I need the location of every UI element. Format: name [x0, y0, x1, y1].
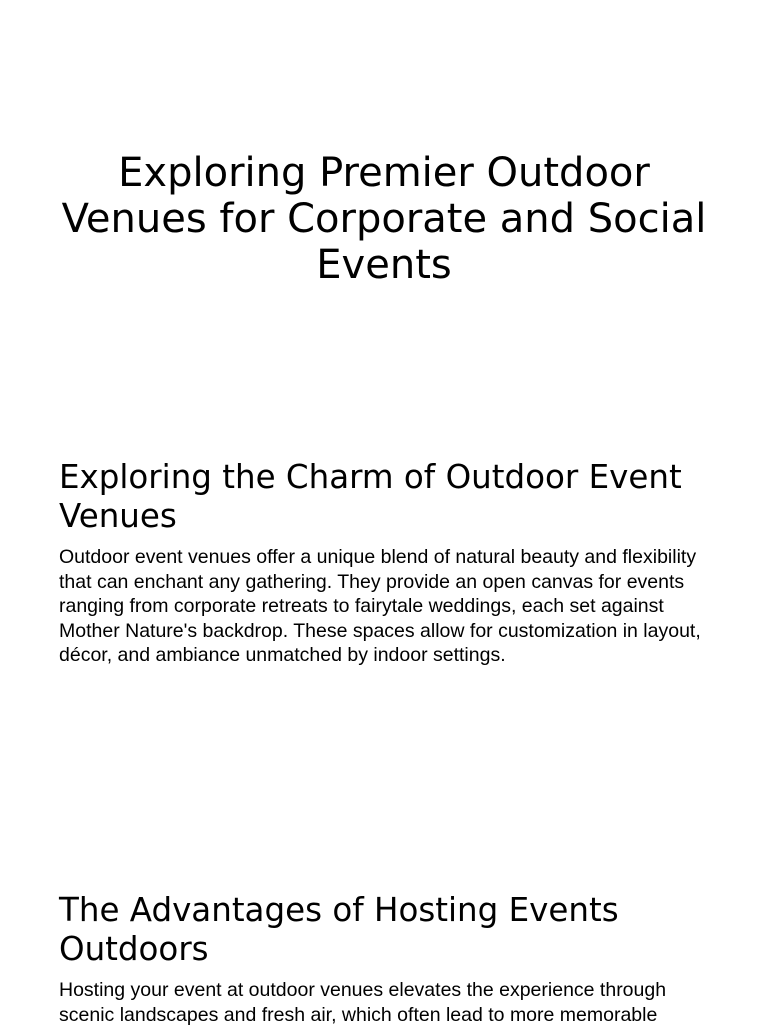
section-advantages-outdoors: [59, 891, 709, 1027]
section-paragraph: Outdoor event venues offer a unique blend of natural beauty and flexibility that can enchant any gathering. They provide an open canvas for events ranging from corporate retreats to fairytale weddings, each set against Mother Nature's backdrop. These spaces allow for customization in layout, décor, and ambiance unmatched by indoor settings.: [59, 546, 701, 666]
section-heading: The Advantages of Hosting Events Outdoors: [59, 891, 619, 968]
page-title: Exploring Premier Outdoor Venues for Corporate and Social Events: [61, 150, 707, 288]
section-paragraph: Hosting your event at outdoor venues elevates the experience through scenic landscapes and fresh air, which often lead to more memorable: [59, 979, 667, 1026]
section-heading: Exploring the Charm of Outdoor Event Venues: [59, 458, 682, 535]
section-charm-of-outdoor-venues: [59, 458, 709, 668]
